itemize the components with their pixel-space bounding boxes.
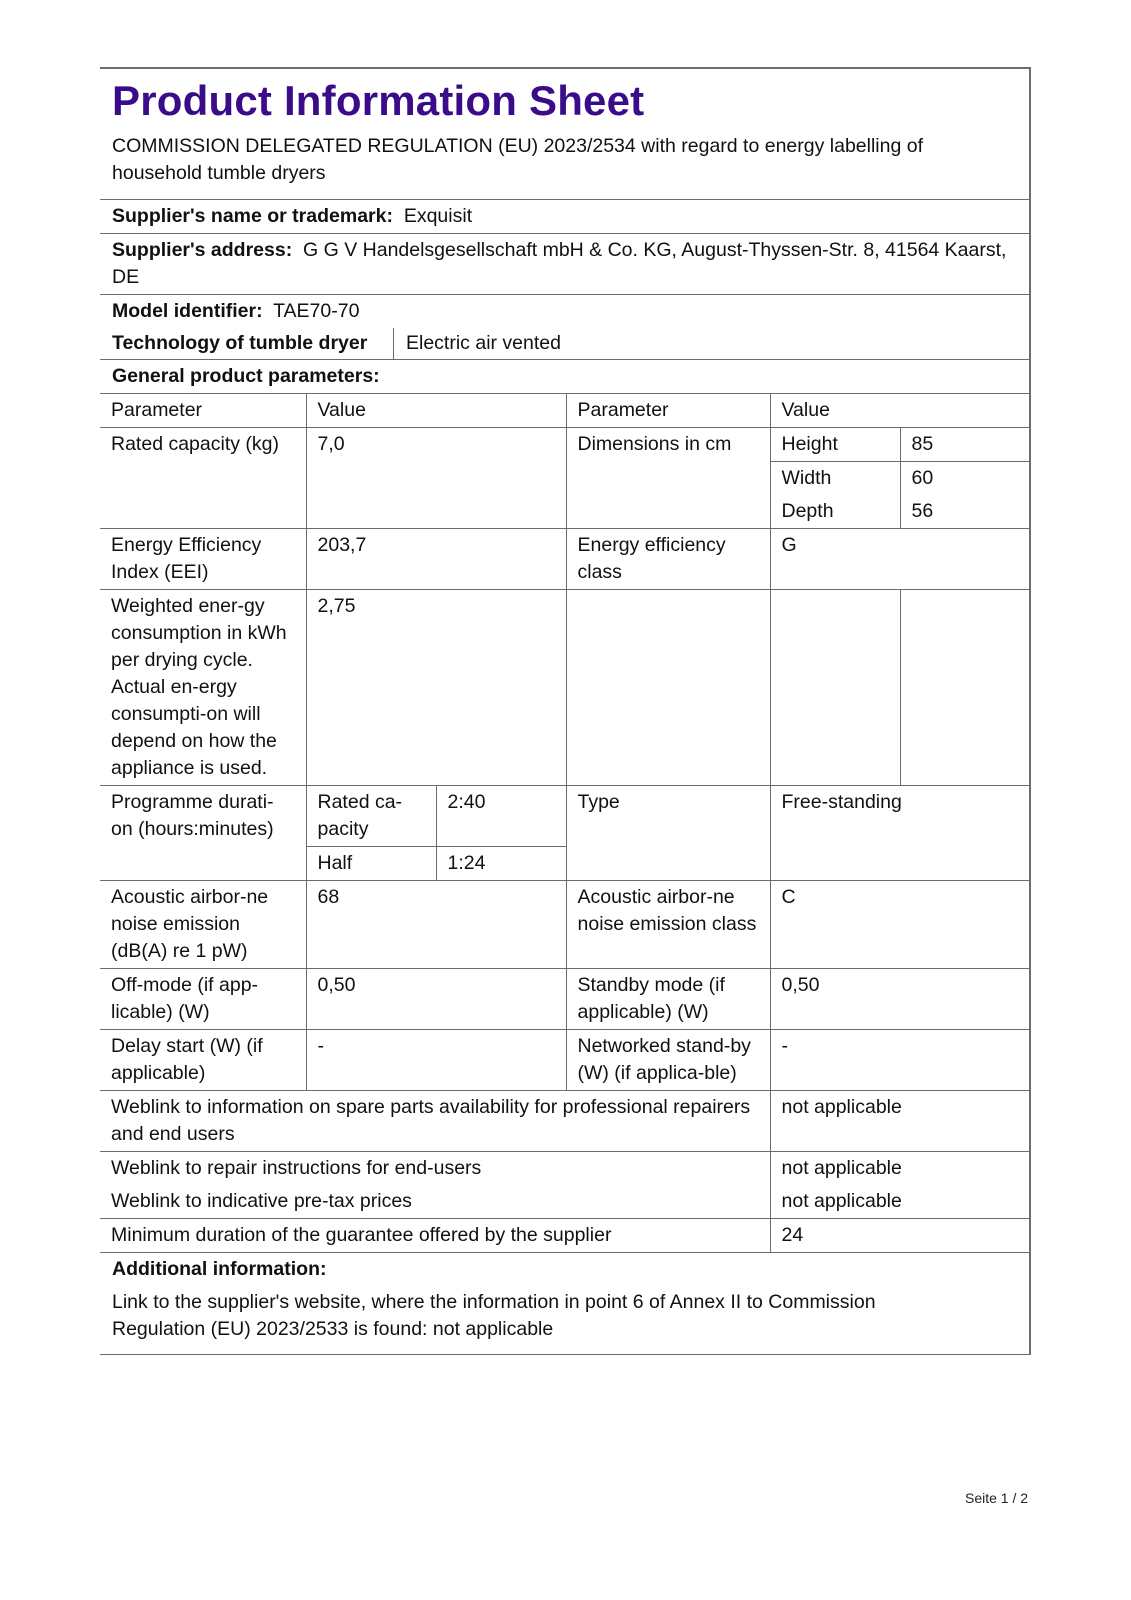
width-value: 60 (900, 462, 1031, 496)
pre-tax-prices-label: Weblink to indicative pre-tax prices (100, 1185, 770, 1219)
table-row (100, 1185, 1031, 1219)
additional-info-text: Link to the supplier's website, where the information in point 6 of Annex II to Commission Regulation (EU) 2023/2533 is found: not applicable (100, 1286, 1029, 1355)
supplier-address-row (100, 234, 1029, 294)
eei-label: Energy Efficiency Index (EEI) (100, 529, 306, 590)
noise-class-value: C (770, 881, 1031, 969)
empty-cell (566, 590, 770, 786)
table-row (100, 969, 1031, 1030)
table-header-row (100, 394, 1031, 428)
supplier-address-label: Supplier's address: (112, 239, 293, 261)
guarantee-label: Minimum duration of the guarantee offered by the supplier (100, 1219, 770, 1253)
eei-value: 203,7 (306, 529, 566, 590)
table-row (100, 529, 1031, 590)
off-mode-value: 0,50 (306, 969, 566, 1030)
model-identifier-label: Model identifier: (112, 300, 263, 322)
table-row (100, 428, 1031, 462)
height-label: Height (770, 428, 900, 462)
depth-label: Depth (770, 495, 900, 529)
repair-instructions-value: not applicable (770, 1152, 1031, 1186)
model-identifier-row (100, 295, 1029, 328)
general-parameters-table (100, 393, 1031, 1253)
networked-standby-value: - (770, 1030, 1031, 1091)
rated-capacity-label: Rated capacity (kg) (100, 428, 306, 529)
programme-rated-label: Rated ca-pacity (306, 786, 436, 847)
page-title: Product Information Sheet (112, 77, 645, 124)
table-row (100, 1030, 1031, 1091)
programme-rated-value: 2:40 (436, 786, 566, 847)
guarantee-value: 24 (770, 1219, 1031, 1253)
product-information-sheet (100, 67, 1031, 1355)
type-label: Type (566, 786, 770, 881)
technology-row (100, 328, 1029, 359)
eec-label: Energy efficiency class (566, 529, 770, 590)
table-row (100, 1219, 1031, 1253)
table-row (100, 590, 1031, 786)
weighted-energy-label: Weighted ener-gy consumption in kWh per drying cycle. Actual en-ergy consumpti-on will depend on how the appliance is used. (100, 590, 306, 786)
table-row (100, 786, 1031, 847)
table-row (100, 881, 1031, 969)
programme-half-label: Half (306, 847, 436, 881)
delay-start-value: - (306, 1030, 566, 1091)
additional-info-heading: Additional information: (112, 1258, 327, 1280)
off-mode-label: Off-mode (if app-licable) (W) (100, 969, 306, 1030)
header-value-1: Value (306, 394, 566, 428)
spare-parts-value: not applicable (770, 1091, 1031, 1152)
programme-duration-label: Programme durati-on (hours:minutes) (100, 786, 306, 881)
type-value: Free-standing (770, 786, 1031, 881)
supplier-name-label: Supplier's name or trademark: (112, 205, 393, 227)
technology-value: Electric air vented (406, 332, 561, 354)
supplier-name-value: Exquisit (403, 205, 473, 227)
general-parameters-heading: General product parameters: (112, 365, 380, 387)
repair-instructions-label: Weblink to repair instructions for end-users (100, 1152, 770, 1186)
dimensions-label: Dimensions in cm (566, 428, 770, 529)
delay-start-label: Delay start (W) (if applicable) (100, 1030, 306, 1091)
noise-value: 68 (306, 881, 566, 969)
spare-parts-label: Weblink to information on spare parts availability for professional repairers and end users (100, 1091, 770, 1152)
header-parameter-2: Parameter (566, 394, 770, 428)
eec-value: G (770, 529, 1031, 590)
pre-tax-prices-value: not applicable (770, 1185, 1031, 1219)
model-identifier-value: TAE70-70 (273, 300, 360, 322)
empty-cell (900, 590, 1031, 786)
width-label: Width (770, 462, 900, 496)
standby-label: Standby mode (if applicable) (W) (566, 969, 770, 1030)
depth-value: 56 (900, 495, 1031, 529)
height-value: 85 (900, 428, 1031, 462)
networked-standby-label: Networked stand-by (W) (if applica-ble) (566, 1030, 770, 1091)
supplier-name-row (100, 200, 1029, 233)
header-parameter-1: Parameter (100, 394, 306, 428)
weighted-energy-value: 2,75 (306, 590, 566, 786)
table-row (100, 1091, 1031, 1152)
noise-class-label: Acoustic airbor-ne noise emission class (566, 881, 770, 969)
regulation-subtitle: COMMISSION DELEGATED REGULATION (EU) 2023/2534 with regard to energy labelling of household tumble dryers (112, 135, 924, 184)
header-value-2: Value (770, 394, 1031, 428)
noise-label: Acoustic airbor-ne noise emission (dB(A) re 1 pW) (100, 881, 306, 969)
page-number: Seite 1 / 2 (965, 1490, 1029, 1506)
standby-value: 0,50 (770, 969, 1031, 1030)
programme-half-value: 1:24 (436, 847, 566, 881)
table-row (100, 1152, 1031, 1186)
supplier-address-value: G G V Handelsgesellschaft mbH & Co. KG, August-Thyssen-Str. 8, 41564 Kaarst, DE (112, 239, 1007, 288)
empty-cell (770, 590, 900, 786)
rated-capacity-value: 7,0 (306, 428, 566, 529)
technology-label: Technology of tumble dryer (100, 328, 394, 359)
